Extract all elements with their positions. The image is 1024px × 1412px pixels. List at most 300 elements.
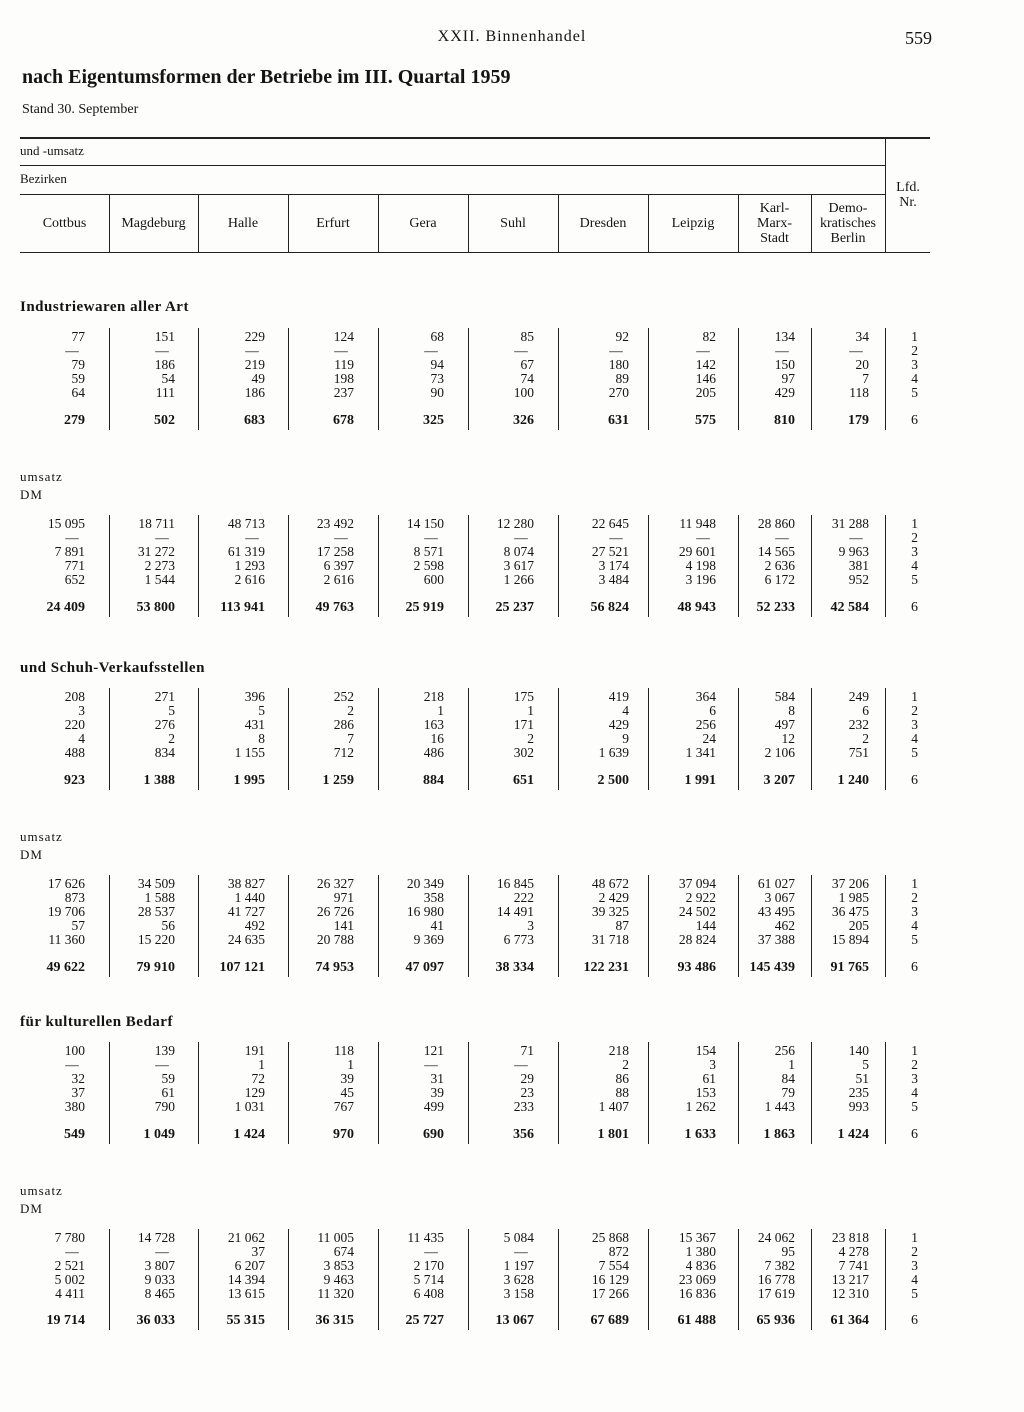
table-cell: 14 394: [227, 1272, 265, 1287]
table-cell: 952: [848, 572, 869, 587]
table-cell: —: [334, 530, 348, 545]
lfd-divider: [885, 1042, 886, 1144]
table-cell: 13 615: [227, 1286, 265, 1301]
lfd-number: 6: [911, 1313, 918, 1328]
table-cell: —: [245, 343, 259, 358]
table-cell: 2 521: [54, 1258, 85, 1273]
table-cell: 276: [154, 717, 175, 732]
table-cell: 26 327: [316, 876, 354, 891]
table-cell: 549: [64, 1127, 85, 1142]
lfd-number: 4: [911, 731, 918, 746]
table-cell: 15 894: [831, 932, 869, 947]
table-cell: —: [424, 530, 438, 545]
table-cell: 61 319: [227, 544, 265, 559]
table-cell: 11 360: [48, 932, 85, 947]
table-cell: 419: [608, 689, 629, 704]
lfd-number: 4: [911, 558, 918, 573]
table-cell: 712: [333, 745, 354, 760]
table-cell: 6: [709, 703, 716, 718]
table-cell: 256: [695, 717, 716, 732]
table-cell: 39: [430, 1085, 444, 1100]
table-cell: 3 617: [503, 558, 534, 573]
table-cell: 4 198: [685, 558, 716, 573]
table-cell: 2: [862, 731, 869, 746]
table-cell: 8 074: [503, 544, 534, 559]
table-cell: 1: [258, 1057, 265, 1072]
lfd-number: 5: [911, 572, 918, 587]
table-cell: 7 741: [838, 1258, 869, 1273]
column-header-magdeburg: Magdeburg: [121, 215, 186, 231]
table-cell: 15 220: [137, 932, 175, 947]
table-cell: 3 853: [323, 1258, 354, 1273]
table-cell: 67: [520, 357, 534, 372]
lfd-number: 2: [911, 530, 918, 545]
table-cell: 1 293: [234, 558, 265, 573]
table-cell: 37: [71, 1085, 85, 1100]
column-header-leipzig: Leipzig: [671, 215, 715, 231]
table-cell: 396: [244, 689, 265, 704]
table-cell: 462: [774, 918, 795, 933]
table-cell: 16 980: [406, 904, 444, 919]
table-cell: 600: [423, 572, 444, 587]
table-cell: 674: [333, 1244, 354, 1259]
table-cell: 19 706: [47, 904, 85, 919]
table-cell: 48 713: [227, 516, 265, 531]
table-cell: —: [155, 1057, 169, 1072]
table-cell: 47 097: [405, 960, 444, 975]
table-cell: 28 537: [137, 904, 175, 919]
table-cell: 48 943: [677, 600, 716, 615]
table-cell: 651: [513, 773, 534, 788]
table-cell: 6 397: [323, 558, 354, 573]
table-cell: 4 411: [55, 1286, 85, 1301]
table-cell: 24 502: [678, 904, 716, 919]
table-cell: 113 941: [220, 600, 265, 615]
table-cell: 302: [513, 745, 534, 760]
table-cell: 1 995: [233, 773, 265, 788]
table-cell: 286: [333, 717, 354, 732]
table-cell: 6 207: [234, 1258, 265, 1273]
table-cell: 3 484: [598, 572, 629, 587]
table-cell: 3 174: [598, 558, 629, 573]
table-cell: 14 565: [757, 544, 795, 559]
table-cell: 18 711: [138, 516, 175, 531]
table-cell: 208: [64, 689, 85, 704]
section-subtitle: umsatz DM: [20, 829, 63, 862]
table-cell: 141: [333, 918, 354, 933]
lfd-number: 5: [911, 1286, 918, 1301]
table-cell: 13 217: [831, 1272, 869, 1287]
table-cell: 26 726: [316, 904, 354, 919]
table-cell: 39 325: [591, 904, 629, 919]
lfd-number: 3: [911, 544, 918, 559]
table-cell: 7 780: [54, 1230, 85, 1245]
table-cell: 2 500: [597, 773, 629, 788]
table-cell: 29 601: [678, 544, 716, 559]
table-cell: 5 714: [413, 1272, 444, 1287]
table-cell: 872: [608, 1244, 629, 1259]
table-cell: —: [514, 343, 528, 358]
table-cell: 140: [848, 1043, 869, 1058]
table-cell: 486: [423, 745, 444, 760]
table-cell: 497: [774, 717, 795, 732]
table-cell: —: [155, 530, 169, 545]
table-cell: 1 801: [597, 1127, 629, 1142]
table-cell: 1 440: [234, 890, 265, 905]
table-cell: —: [609, 530, 623, 545]
table-cell: 9: [622, 731, 629, 746]
table-cell: 17 626: [47, 876, 85, 891]
table-cell: 92: [615, 329, 629, 344]
table-cell: 186: [154, 357, 175, 372]
table-cell: 38 827: [227, 876, 265, 891]
table-cell: 11 435: [407, 1230, 444, 1245]
table-cell: 107 121: [219, 960, 265, 975]
table-cell: 1 424: [837, 1127, 869, 1142]
lfd-divider: [885, 688, 886, 790]
table-cell: 6 172: [764, 572, 795, 587]
table-cell: 1: [347, 1057, 354, 1072]
lfd-number: 2: [911, 343, 918, 358]
lfd-divider: [885, 1229, 886, 1330]
table-cell: 3 628: [503, 1272, 534, 1287]
table-cell: 95: [781, 1244, 795, 1259]
table-cell: 873: [64, 890, 85, 905]
table-cell: 2: [347, 703, 354, 718]
table-cell: —: [155, 1244, 169, 1259]
table-cell: 79: [781, 1085, 795, 1100]
table-cell: 1 155: [234, 745, 265, 760]
lfd-number: 6: [911, 960, 918, 975]
table-cell: —: [849, 530, 863, 545]
table-cell: 2 106: [764, 745, 795, 760]
table-cell: 23 818: [831, 1230, 869, 1245]
table-cell: 1 863: [763, 1127, 795, 1142]
lfd-number: 2: [911, 1057, 918, 1072]
table-cell: 429: [774, 385, 795, 400]
lfd-number: 4: [911, 1085, 918, 1100]
table-cell: 993: [848, 1099, 869, 1114]
table-cell: 233: [513, 1099, 534, 1114]
table-cell: 72: [251, 1071, 265, 1086]
table-cell: 3 067: [764, 890, 795, 905]
page-number: 559: [905, 28, 932, 48]
table-cell: 5 084: [503, 1230, 534, 1245]
table-cell: 12 310: [831, 1286, 869, 1301]
table-cell: 252: [333, 689, 354, 704]
table-cell: 71: [520, 1043, 534, 1058]
lfd-number: 6: [911, 413, 918, 428]
lfd-number: 2: [911, 703, 918, 718]
lfd-number: 5: [911, 1099, 918, 1114]
section-subtitle: umsatz DM: [20, 1183, 63, 1216]
table-cell: 16 836: [678, 1286, 716, 1301]
table-cell: 61 364: [830, 1313, 869, 1328]
table-cell: 2 922: [685, 890, 716, 905]
table-cell: 36 315: [315, 1313, 354, 1328]
table-cell: 31 718: [591, 932, 629, 947]
table-cell: 218: [423, 689, 444, 704]
table-cell: 23: [520, 1085, 534, 1100]
header-bottom-rule: [20, 252, 930, 253]
table-cell: 358: [423, 890, 444, 905]
table-cell: 1 633: [684, 1127, 716, 1142]
lfd-number: 5: [911, 385, 918, 400]
table-cell: 790: [154, 1099, 175, 1114]
table-cell: 575: [695, 413, 716, 428]
table-cell: 5: [862, 1057, 869, 1072]
table-cell: 19 714: [46, 1313, 85, 1328]
table-cell: 652: [64, 572, 85, 587]
header-lfd-divider: [885, 139, 886, 252]
table-cell: 1 380: [685, 1244, 716, 1259]
table-cell: 39: [340, 1071, 354, 1086]
table-cell: 16 778: [757, 1272, 795, 1287]
table-cell: 73: [430, 371, 444, 386]
table-cell: 24 409: [46, 600, 85, 615]
table-cell: 5 002: [54, 1272, 85, 1287]
lfd-number: 6: [911, 600, 918, 615]
table-cell: 364: [695, 689, 716, 704]
table-cell: 118: [334, 1043, 354, 1058]
table-cell: 22 645: [591, 516, 629, 531]
table-cell: 7 891: [54, 544, 85, 559]
table-cell: 151: [154, 329, 175, 344]
table-cell: 77: [71, 329, 85, 344]
table-cell: 56: [161, 918, 175, 933]
table-cell: 1: [788, 1057, 795, 1072]
table-cell: 37 094: [678, 876, 716, 891]
table-cell: 37 388: [757, 932, 795, 947]
table-cell: 24 062: [757, 1230, 795, 1245]
table-cell: 1: [527, 703, 534, 718]
table-cell: 356: [513, 1127, 534, 1142]
lfd-number: 2: [911, 1244, 918, 1259]
lfd-number: 4: [911, 1272, 918, 1287]
table-cell: 1 424: [233, 1127, 265, 1142]
table-cell: 810: [774, 413, 795, 428]
table-cell: 16 129: [591, 1272, 629, 1287]
table-cell: 61: [702, 1071, 716, 1086]
table-cell: 48 672: [591, 876, 629, 891]
table-cell: 8: [788, 703, 795, 718]
group-label: und -umsatz: [20, 143, 84, 158]
table-cell: 86: [615, 1071, 629, 1086]
section-title: für kulturellen Bedarf: [20, 1014, 173, 1030]
table-cell: 23 069: [678, 1272, 716, 1287]
table-cell: —: [775, 530, 789, 545]
table-cell: 34 509: [137, 876, 175, 891]
table-cell: 2: [527, 731, 534, 746]
table-cell: 129: [244, 1085, 265, 1100]
table-cell: 7 554: [598, 1258, 629, 1273]
table-cell: 142: [695, 357, 716, 372]
table-cell: 1 266: [503, 572, 534, 587]
table-cell: 380: [64, 1099, 85, 1114]
table-cell: 232: [848, 717, 869, 732]
table-cell: 488: [64, 745, 85, 760]
table-cell: 68: [430, 329, 444, 344]
lfd-number: 1: [911, 1230, 918, 1245]
table-cell: —: [696, 530, 710, 545]
table-cell: 24: [702, 731, 716, 746]
table-cell: 191: [244, 1043, 265, 1058]
lfd-divider: [885, 328, 886, 430]
table-cell: 53 800: [136, 600, 175, 615]
table-cell: 79: [71, 357, 85, 372]
table-cell: 38 334: [495, 960, 534, 975]
table-cell: —: [514, 530, 528, 545]
table-cell: 2 273: [144, 558, 175, 573]
table-cell: 499: [423, 1099, 444, 1114]
table-cell: 41 727: [227, 904, 265, 919]
table-cell: 20: [855, 357, 869, 372]
table-cell: 163: [423, 717, 444, 732]
table-cell: 970: [333, 1127, 354, 1142]
table-cell: 25 868: [591, 1230, 629, 1245]
table-cell: 14 728: [137, 1230, 175, 1245]
table-cell: 56 824: [590, 600, 629, 615]
table-cell: —: [65, 1057, 79, 1072]
table-cell: 5: [168, 703, 175, 718]
table-cell: 2 636: [764, 558, 795, 573]
lfd-number: 5: [911, 932, 918, 947]
table-cell: 37 206: [831, 876, 869, 891]
table-cell: 153: [695, 1085, 716, 1100]
table-cell: 7 382: [764, 1258, 795, 1273]
table-cell: 175: [513, 689, 534, 704]
table-cell: 6: [862, 703, 869, 718]
table-cell: 85: [520, 329, 534, 344]
table-cell: 5: [258, 703, 265, 718]
table-cell: 3 196: [685, 572, 716, 587]
table-cell: 279: [64, 413, 85, 428]
table-cell: 218: [608, 1043, 629, 1058]
table-cell: 28 860: [757, 516, 795, 531]
table-cell: 1 049: [143, 1127, 175, 1142]
lfd-number: 3: [911, 904, 918, 919]
table-cell: 1 443: [764, 1099, 795, 1114]
page-title: nach Eigentumsformen der Betriebe im III. Quartal 1959: [22, 66, 511, 88]
table-cell: 54: [161, 371, 175, 386]
table-cell: 61 027: [757, 876, 795, 891]
table-cell: 171: [513, 717, 534, 732]
table-cell: 27 521: [591, 544, 629, 559]
table-cell: 235: [848, 1085, 869, 1100]
table-cell: 15 095: [47, 516, 85, 531]
table-cell: —: [609, 343, 623, 358]
table-cell: 1 240: [837, 773, 869, 788]
table-cell: 923: [64, 773, 85, 788]
table-cell: 29: [520, 1071, 534, 1086]
table-cell: —: [775, 343, 789, 358]
table-cell: 271: [154, 689, 175, 704]
table-cell: 1 341: [685, 745, 716, 760]
table-cell: 20 788: [316, 932, 354, 947]
column-header-suhl: Suhl: [500, 215, 526, 231]
lfd-divider: [885, 875, 886, 977]
table-cell: 121: [423, 1043, 444, 1058]
section-title: Industriewaren aller Art: [20, 299, 189, 315]
table-cell: 12: [781, 731, 795, 746]
table-cell: 884: [423, 773, 444, 788]
table-cell: 9 369: [413, 932, 444, 947]
table-cell: 1 544: [144, 572, 175, 587]
table-cell: 34: [855, 329, 869, 344]
table-cell: 65 936: [756, 1313, 795, 1328]
table-cell: 139: [154, 1043, 175, 1058]
table-cell: 21 062: [227, 1230, 265, 1245]
table-cell: 57: [71, 918, 85, 933]
table-cell: 237: [333, 385, 354, 400]
table-cell: 14 491: [496, 904, 534, 919]
lfd-number: 3: [911, 1258, 918, 1273]
table-cell: 79 910: [136, 960, 175, 975]
table-cell: —: [65, 343, 79, 358]
table-cell: 37: [251, 1244, 265, 1259]
table-cell: 2 598: [413, 558, 444, 573]
lfd-number: 4: [911, 918, 918, 933]
table-cell: 25 727: [405, 1313, 444, 1328]
table-cell: 124: [333, 329, 354, 344]
table-cell: 118: [849, 385, 869, 400]
lfd-number: 1: [911, 876, 918, 891]
table-cell: 59: [161, 1071, 175, 1086]
table-cell: 74: [520, 371, 534, 386]
lfd-number: 6: [911, 1127, 918, 1142]
table-cell: 90: [430, 385, 444, 400]
section-subtitle: umsatz DM: [20, 469, 63, 502]
table-cell: 74 953: [315, 960, 354, 975]
table-cell: 690: [423, 1127, 444, 1142]
table-cell: 31 288: [831, 516, 869, 531]
lfd-number: 2: [911, 890, 918, 905]
table-cell: 14 150: [406, 516, 444, 531]
table-cell: 88: [615, 1085, 629, 1100]
table-cell: 2 616: [323, 572, 354, 587]
table-cell: 4 278: [838, 1244, 869, 1259]
table-cell: —: [424, 1244, 438, 1259]
column-header-cottbus: Cottbus: [42, 215, 87, 231]
lfd-number: 1: [911, 516, 918, 531]
lfd-number: 1: [911, 329, 918, 344]
table-cell: 52 233: [756, 600, 795, 615]
table-cell: 134: [774, 329, 795, 344]
table-cell: 3: [527, 918, 534, 933]
table-cell: 82: [702, 329, 716, 344]
table-cell: 2 616: [234, 572, 265, 587]
lfd-divider: [885, 515, 886, 617]
table-cell: 7: [347, 731, 354, 746]
table-cell: 42 584: [830, 600, 869, 615]
column-header-halle: Halle: [227, 215, 259, 231]
table-cell: 1 639: [598, 745, 629, 760]
table-cell: 6 773: [503, 932, 534, 947]
table-cell: —: [849, 343, 863, 358]
table-cell: 17 258: [316, 544, 354, 559]
column-header-karl-marx-stadt: Karl- Marx- Stadt: [757, 200, 792, 246]
table-cell: 2: [622, 1057, 629, 1072]
table-cell: 751: [848, 745, 869, 760]
table-cell: 2 170: [413, 1258, 444, 1273]
table-cell: 17 619: [757, 1286, 795, 1301]
lfd-number: 4: [911, 371, 918, 386]
table-cell: 2 429: [598, 890, 629, 905]
table-cell: 326: [513, 413, 534, 428]
table-cell: —: [65, 1244, 79, 1259]
table-cell: 270: [608, 385, 629, 400]
table-cell: 4: [622, 703, 629, 718]
